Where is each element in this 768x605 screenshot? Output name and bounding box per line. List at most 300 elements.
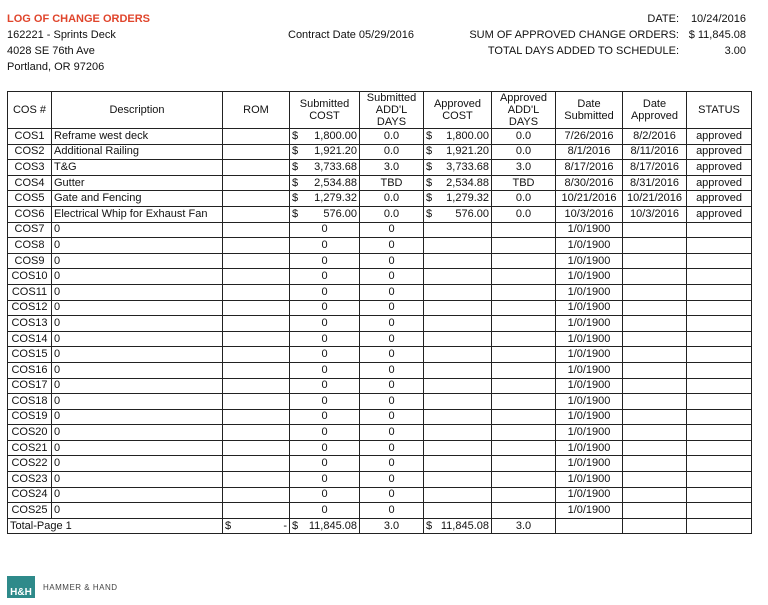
cell-approved-days: 0.0 — [492, 206, 556, 222]
change-orders-table — [7, 91, 752, 534]
cell-submitted-cost: 0 — [290, 378, 360, 394]
cell-submitted-cost: 0 — [290, 300, 360, 316]
table-header-row — [8, 92, 752, 129]
cell-rom — [223, 503, 290, 519]
cell-date-submitted: 1/0/1900 — [556, 316, 623, 332]
cell-date-submitted: 8/1/2016 — [556, 144, 623, 160]
table-row — [8, 440, 752, 456]
cell-approved-days — [492, 300, 556, 316]
cell-description: 0 — [52, 394, 223, 410]
cell-date-approved — [623, 378, 687, 394]
cell-approved-cost — [424, 129, 492, 145]
cell-approved-days — [492, 347, 556, 363]
cell-cos-number: COS21 — [8, 440, 52, 456]
address-line-1: 4028 SE 76th Ave — [7, 45, 95, 57]
cell-approved-days — [492, 238, 556, 254]
cell-date-submitted: 1/0/1900 — [556, 300, 623, 316]
cell-submitted-days: 3.0 — [360, 160, 424, 176]
cell-cos-number: COS13 — [8, 316, 52, 332]
cell-submitted-cost: 0 — [290, 331, 360, 347]
cell-rom — [223, 253, 290, 269]
cell-description: Electrical Whip for Exhaust Fan — [52, 206, 223, 222]
cell-status — [687, 394, 752, 410]
cell-submitted-cost: 0 — [290, 222, 360, 238]
cell-rom — [223, 425, 290, 441]
cell-approved-cost-amount: 576.00 — [455, 207, 489, 220]
cell-cos-number: COS3 — [8, 160, 52, 176]
cell-submitted-days: 0.0 — [360, 206, 424, 222]
cell-submitted-cost — [290, 129, 360, 145]
total-approved-amount: 11,845.08 — [440, 519, 489, 532]
cell-date-approved — [623, 300, 687, 316]
cell-submitted-cost-currency: $ — [292, 192, 299, 205]
table-row — [8, 284, 752, 300]
cell-approved-days — [492, 331, 556, 347]
cell-status — [687, 425, 752, 441]
cell-approved-days — [492, 316, 556, 332]
cell-submitted-days: 0 — [360, 253, 424, 269]
cell-rom — [223, 238, 290, 254]
cell-submitted-cost: 0 — [290, 487, 360, 503]
total-days-label: TOTAL DAYS ADDED TO SCHEDULE: — [487, 45, 679, 57]
cell-rom — [223, 409, 290, 425]
cell-description: T&G — [52, 160, 223, 176]
cell-cos-number: COS6 — [8, 206, 52, 222]
cell-approved-cost-amount: 1,921.20 — [446, 145, 489, 158]
cell-rom — [223, 378, 290, 394]
cell-status — [687, 331, 752, 347]
cell-date-approved: 10/21/2016 — [623, 191, 687, 207]
cell-date-approved — [623, 362, 687, 378]
table-row — [8, 456, 752, 472]
cell-submitted-cost — [290, 191, 360, 207]
cell-status — [687, 440, 752, 456]
cell-date-approved: 8/2/2016 — [623, 129, 687, 145]
cell-approved-days — [492, 394, 556, 410]
cell-description: Additional Railing — [52, 144, 223, 160]
cell-date-approved — [623, 347, 687, 363]
total-approved-currency: $ — [426, 519, 433, 532]
cell-submitted-days: 0 — [360, 503, 424, 519]
cell-approved-days: 0.0 — [492, 191, 556, 207]
cell-date-submitted: 7/26/2016 — [556, 129, 623, 145]
cell-cos-number: COS5 — [8, 191, 52, 207]
cell-description: 0 — [52, 487, 223, 503]
cell-status: approved — [687, 191, 752, 207]
cell-submitted-cost-currency: $ — [292, 176, 299, 189]
cell-approved-cost — [424, 347, 492, 363]
cell-approved-cost-currency: $ — [426, 145, 433, 158]
cell-cos-number: COS12 — [8, 300, 52, 316]
table-row — [8, 300, 752, 316]
cell-description: Gate and Fencing — [52, 191, 223, 207]
col-header-approved-cost: Approved COST — [424, 92, 492, 129]
cell-submitted-cost: 0 — [290, 347, 360, 363]
cell-rom — [223, 269, 290, 285]
total-approved-cost — [424, 518, 492, 534]
cell-approved-cost — [424, 425, 492, 441]
cell-cos-number: COS11 — [8, 284, 52, 300]
table-row — [8, 472, 752, 488]
cell-approved-cost-currency: $ — [426, 129, 433, 142]
table-row — [8, 129, 752, 145]
cell-submitted-days: 0 — [360, 394, 424, 410]
company-name: HAMMER & HAND — [43, 582, 118, 592]
cell-description: 0 — [52, 222, 223, 238]
cell-date-submitted: 1/0/1900 — [556, 456, 623, 472]
cell-approved-cost-amount: 3,733.68 — [446, 160, 489, 173]
date-label: DATE: — [647, 13, 679, 25]
cell-submitted-days: 0 — [360, 222, 424, 238]
cell-status: approved — [687, 160, 752, 176]
cell-status — [687, 238, 752, 254]
cell-date-submitted: 1/0/1900 — [556, 409, 623, 425]
cell-approved-days — [492, 425, 556, 441]
cell-approved-cost-amount: 2,534.88 — [446, 176, 489, 189]
col-header-submitted-cost: Submitted COST — [290, 92, 360, 129]
cell-description: 0 — [52, 378, 223, 394]
cell-status — [687, 503, 752, 519]
cell-submitted-cost-currency: $ — [292, 129, 299, 142]
cell-date-submitted: 1/0/1900 — [556, 222, 623, 238]
cell-description: Gutter — [52, 175, 223, 191]
cell-approved-cost — [424, 206, 492, 222]
cell-rom — [223, 284, 290, 300]
cell-description: 0 — [52, 331, 223, 347]
total-submitted-days: 3.0 — [360, 518, 424, 534]
cell-rom — [223, 347, 290, 363]
cell-cos-number: COS18 — [8, 394, 52, 410]
table-row — [8, 503, 752, 519]
cell-submitted-cost: 0 — [290, 269, 360, 285]
cell-cos-number: COS9 — [8, 253, 52, 269]
total-label: Total-Page 1 — [8, 518, 223, 534]
cell-rom — [223, 206, 290, 222]
cell-approved-cost — [424, 175, 492, 191]
cell-date-approved — [623, 331, 687, 347]
total-empty-2 — [623, 518, 687, 534]
cell-description: 0 — [52, 253, 223, 269]
cell-approved-days — [492, 503, 556, 519]
cell-approved-days — [492, 284, 556, 300]
cell-date-approved — [623, 472, 687, 488]
cell-approved-days — [492, 362, 556, 378]
cell-approved-cost-currency: $ — [426, 160, 433, 173]
cell-date-submitted: 1/0/1900 — [556, 503, 623, 519]
cell-date-submitted: 1/0/1900 — [556, 394, 623, 410]
table-row — [8, 487, 752, 503]
cell-date-submitted: 10/21/2016 — [556, 191, 623, 207]
cell-description: 0 — [52, 409, 223, 425]
table-row — [8, 394, 752, 410]
cell-submitted-days: TBD — [360, 175, 424, 191]
cell-approved-days — [492, 222, 556, 238]
project-name: 162221 - Sprints Deck — [7, 29, 116, 41]
cell-submitted-cost-amount: 1,921.20 — [314, 145, 357, 158]
col-header-description: Description — [52, 92, 223, 129]
cell-date-approved — [623, 238, 687, 254]
cell-submitted-cost — [290, 144, 360, 160]
cell-cos-number: COS14 — [8, 331, 52, 347]
table-row — [8, 253, 752, 269]
cell-description: 0 — [52, 456, 223, 472]
cell-status: approved — [687, 206, 752, 222]
cell-submitted-cost: 0 — [290, 456, 360, 472]
cell-date-submitted: 1/0/1900 — [556, 487, 623, 503]
cell-submitted-cost: 0 — [290, 503, 360, 519]
cell-submitted-cost-currency: $ — [292, 145, 299, 158]
table-row — [8, 238, 752, 254]
cell-cos-number: COS20 — [8, 425, 52, 441]
cell-description: Reframe west deck — [52, 129, 223, 145]
cell-cos-number: COS22 — [8, 456, 52, 472]
cell-status — [687, 378, 752, 394]
table-row — [8, 331, 752, 347]
cell-description: 0 — [52, 347, 223, 363]
cell-submitted-days: 0 — [360, 300, 424, 316]
cell-date-approved — [623, 222, 687, 238]
total-rom-amount: - — [283, 519, 287, 532]
cell-submitted-days: 0 — [360, 347, 424, 363]
cell-submitted-cost-amount: 576.00 — [323, 207, 357, 220]
cell-submitted-cost: 0 — [290, 362, 360, 378]
cell-cos-number: COS8 — [8, 238, 52, 254]
cell-date-submitted: 10/3/2016 — [556, 206, 623, 222]
cell-submitted-cost: 0 — [290, 253, 360, 269]
total-submitted-currency: $ — [292, 519, 299, 532]
cell-approved-cost — [424, 440, 492, 456]
cell-approved-days: 3.0 — [492, 160, 556, 176]
cell-date-submitted: 8/30/2016 — [556, 175, 623, 191]
cell-rom — [223, 331, 290, 347]
cell-status — [687, 222, 752, 238]
cell-cos-number: COS24 — [8, 487, 52, 503]
cell-rom — [223, 191, 290, 207]
cell-status — [687, 316, 752, 332]
col-header-approved-days: Approved ADD'L DAYS — [492, 92, 556, 129]
cell-rom — [223, 362, 290, 378]
cell-description: 0 — [52, 425, 223, 441]
cell-cos-number: COS23 — [8, 472, 52, 488]
cell-submitted-days: 0 — [360, 238, 424, 254]
cell-date-submitted: 1/0/1900 — [556, 269, 623, 285]
cell-description: 0 — [52, 238, 223, 254]
cell-submitted-days: 0 — [360, 378, 424, 394]
cell-approved-cost-currency: $ — [426, 207, 433, 220]
total-submitted-cost — [290, 518, 360, 534]
table-row — [8, 316, 752, 332]
cell-date-approved — [623, 440, 687, 456]
cell-status — [687, 487, 752, 503]
cell-approved-cost — [424, 362, 492, 378]
table-row — [8, 206, 752, 222]
cell-description: 0 — [52, 440, 223, 456]
contract-date: Contract Date 05/29/2016 — [288, 29, 414, 41]
cell-submitted-cost: 0 — [290, 425, 360, 441]
cell-rom — [223, 175, 290, 191]
cell-cos-number: COS7 — [8, 222, 52, 238]
cell-submitted-days: 0 — [360, 456, 424, 472]
cell-rom — [223, 456, 290, 472]
cell-description: 0 — [52, 503, 223, 519]
cell-date-approved: 10/3/2016 — [623, 206, 687, 222]
total-empty-1 — [556, 518, 623, 534]
table-body — [8, 129, 752, 519]
cell-rom — [223, 144, 290, 160]
cell-status: approved — [687, 175, 752, 191]
cell-date-submitted: 1/0/1900 — [556, 238, 623, 254]
table-row — [8, 191, 752, 207]
cell-submitted-cost-amount: 1,800.00 — [314, 129, 357, 142]
total-empty-3 — [687, 518, 752, 534]
cell-approved-cost — [424, 487, 492, 503]
cell-submitted-cost: 0 — [290, 316, 360, 332]
cell-status: approved — [687, 144, 752, 160]
cell-rom — [223, 440, 290, 456]
cell-date-approved — [623, 269, 687, 285]
table-row — [8, 425, 752, 441]
cell-date-approved — [623, 409, 687, 425]
cell-description: 0 — [52, 316, 223, 332]
cell-approved-days — [492, 487, 556, 503]
total-days-value: 3.00 — [724, 45, 746, 57]
cell-rom — [223, 394, 290, 410]
cell-submitted-cost: 0 — [290, 394, 360, 410]
cell-submitted-days: 0 — [360, 487, 424, 503]
cell-status — [687, 300, 752, 316]
table-row — [8, 160, 752, 176]
total-row — [8, 518, 752, 534]
cell-submitted-cost — [290, 206, 360, 222]
cell-description: 0 — [52, 284, 223, 300]
cell-status — [687, 362, 752, 378]
cell-approved-days — [492, 456, 556, 472]
cell-submitted-cost: 0 — [290, 409, 360, 425]
cell-date-approved — [623, 316, 687, 332]
cell-approved-cost-currency: $ — [426, 192, 433, 205]
cell-submitted-days: 0 — [360, 440, 424, 456]
cell-approved-cost — [424, 331, 492, 347]
cell-submitted-days: 0 — [360, 472, 424, 488]
col-header-date-submitted: Date Submitted — [556, 92, 623, 129]
cell-cos-number: COS15 — [8, 347, 52, 363]
cell-submitted-cost-amount: 1,279.32 — [314, 192, 357, 205]
cell-submitted-cost-amount: 2,534.88 — [314, 176, 357, 189]
table-row — [8, 144, 752, 160]
cell-date-approved — [623, 503, 687, 519]
cell-description: 0 — [52, 269, 223, 285]
cell-approved-days: 0.0 — [492, 129, 556, 145]
cell-cos-number: COS19 — [8, 409, 52, 425]
cell-submitted-days: 0.0 — [360, 191, 424, 207]
cell-approved-cost — [424, 503, 492, 519]
cell-submitted-cost-amount: 3,733.68 — [314, 160, 357, 173]
cell-date-approved — [623, 487, 687, 503]
document-title: LOG OF CHANGE ORDERS — [7, 13, 151, 25]
cell-date-approved — [623, 394, 687, 410]
cell-rom — [223, 300, 290, 316]
table-row — [8, 409, 752, 425]
cell-approved-cost — [424, 300, 492, 316]
cell-submitted-days: 0 — [360, 269, 424, 285]
cell-approved-cost-currency: $ — [426, 176, 433, 189]
cell-approved-cost — [424, 456, 492, 472]
col-header-rom: ROM — [223, 92, 290, 129]
cell-rom — [223, 316, 290, 332]
cell-approved-cost — [424, 378, 492, 394]
cell-approved-days — [492, 253, 556, 269]
cell-date-approved — [623, 456, 687, 472]
cell-date-submitted: 8/17/2016 — [556, 160, 623, 176]
cell-approved-cost — [424, 409, 492, 425]
table-row — [8, 347, 752, 363]
cell-approved-cost — [424, 144, 492, 160]
cell-submitted-cost: 0 — [290, 472, 360, 488]
cell-approved-days: TBD — [492, 175, 556, 191]
cell-date-submitted: 1/0/1900 — [556, 253, 623, 269]
cell-cos-number: COS25 — [8, 503, 52, 519]
cell-submitted-days: 0 — [360, 316, 424, 332]
cell-date-submitted: 1/0/1900 — [556, 284, 623, 300]
cell-cos-number: COS2 — [8, 144, 52, 160]
cell-approved-cost — [424, 191, 492, 207]
date-value: 10/24/2016 — [690, 13, 746, 25]
total-approved-days: 3.0 — [492, 518, 556, 534]
cell-date-submitted: 1/0/1900 — [556, 440, 623, 456]
cell-approved-days: 0.0 — [492, 144, 556, 160]
cell-submitted-days: 0 — [360, 362, 424, 378]
cell-approved-days — [492, 440, 556, 456]
cell-approved-cost — [424, 222, 492, 238]
sum-approved-label: SUM OF APPROVED CHANGE ORDERS: — [469, 29, 679, 41]
cell-submitted-days: 0 — [360, 409, 424, 425]
hammer-hand-logo-icon: H&H — [7, 576, 35, 598]
cell-status — [687, 284, 752, 300]
cell-cos-number: COS17 — [8, 378, 52, 394]
cell-approved-cost-amount: 1,279.32 — [446, 192, 489, 205]
cell-date-approved — [623, 253, 687, 269]
cell-date-approved — [623, 425, 687, 441]
cell-submitted-days: 0.0 — [360, 144, 424, 160]
cell-status — [687, 253, 752, 269]
total-rom-currency: $ — [225, 519, 232, 532]
cell-date-approved: 8/31/2016 — [623, 175, 687, 191]
cell-approved-cost — [424, 238, 492, 254]
table-row — [8, 175, 752, 191]
cell-date-approved: 8/17/2016 — [623, 160, 687, 176]
company-logo — [7, 576, 118, 598]
cell-submitted-cost: 0 — [290, 284, 360, 300]
cell-description: 0 — [52, 472, 223, 488]
table-row — [8, 222, 752, 238]
cell-approved-days — [492, 409, 556, 425]
cell-cos-number: COS1 — [8, 129, 52, 145]
cell-submitted-cost: 0 — [290, 238, 360, 254]
table-row — [8, 362, 752, 378]
cell-approved-cost — [424, 253, 492, 269]
cell-status — [687, 409, 752, 425]
cell-cos-number: COS4 — [8, 175, 52, 191]
col-header-cos: COS # — [8, 92, 52, 129]
cell-status — [687, 347, 752, 363]
table-row — [8, 269, 752, 285]
cell-submitted-days: 0 — [360, 425, 424, 441]
cell-rom — [223, 222, 290, 238]
cell-rom — [223, 160, 290, 176]
cell-approved-cost — [424, 269, 492, 285]
cell-status — [687, 269, 752, 285]
total-rom — [223, 518, 290, 534]
